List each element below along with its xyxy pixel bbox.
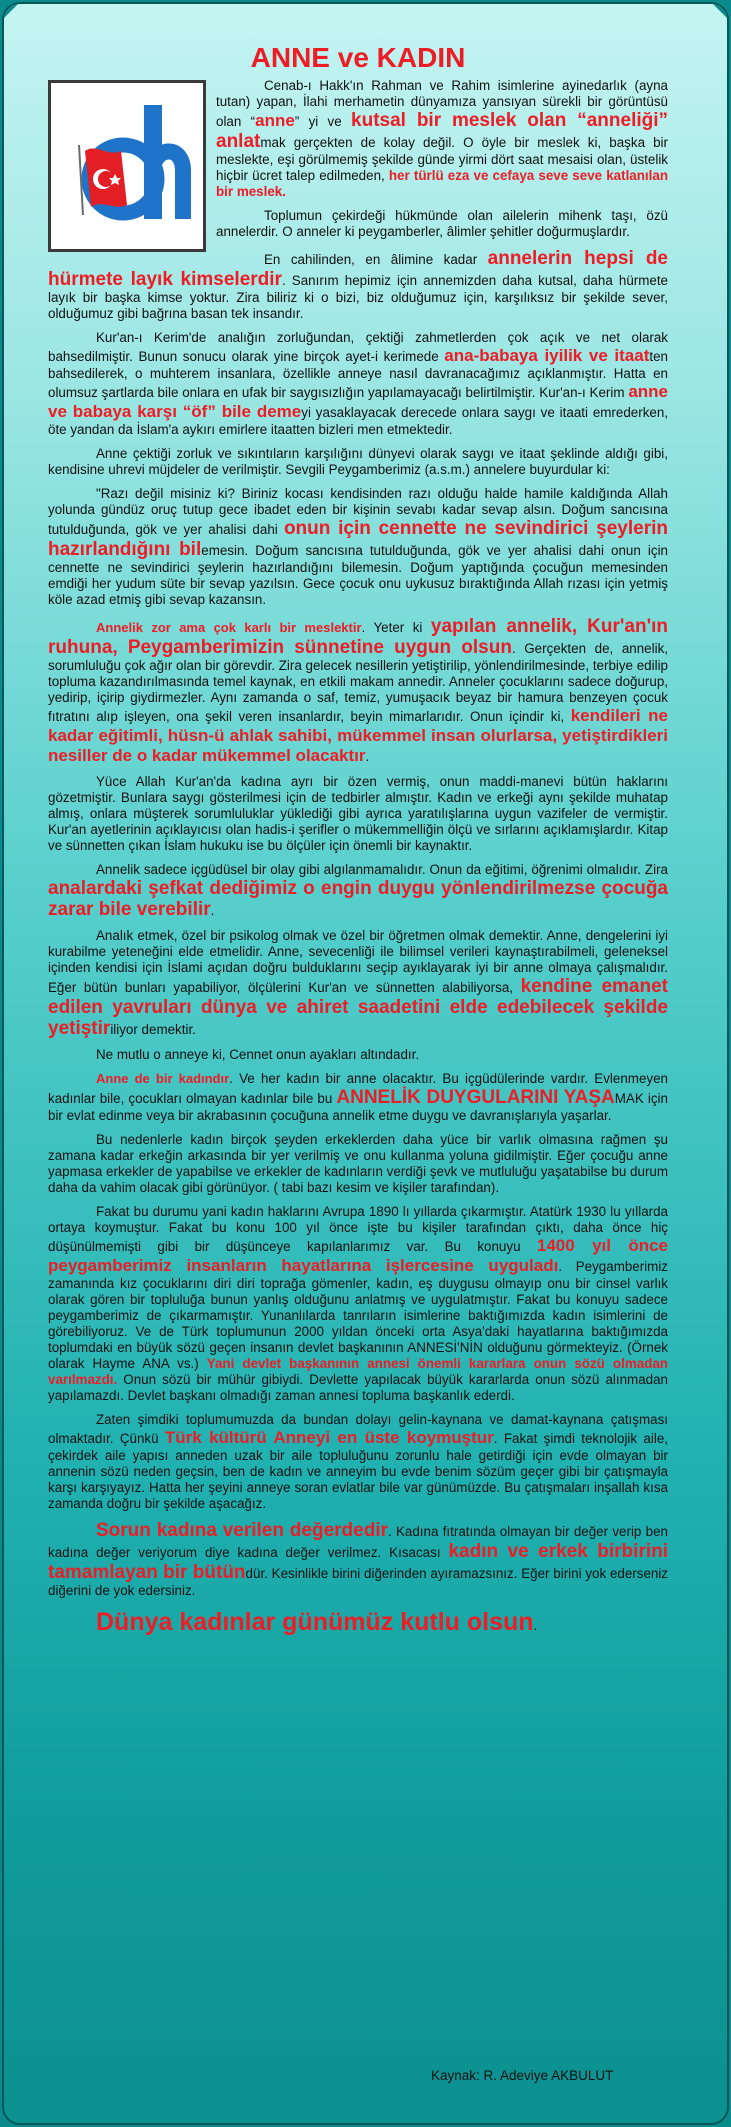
text-segment: En cahilinden, en âlimine kadar: [264, 252, 488, 267]
highlight-text: Yani devlet başkanının annesi önemli kararlara onun sözü olmadan varılmazdı.: [48, 1356, 668, 1387]
text-segment: mak gerçekten de kolay değil. O öyle bir meslek ki, başka bir meslekte, eşi görülmemiş şekilde günde yirmi dört saat mesaisi olan, üstelik hiçbir ücret talep edilmeden,: [216, 135, 668, 183]
highlight-text: yapılan annelik, Kur'an'ın ruhuna, Peygamberimizin sünnetine uygun olsun: [48, 616, 668, 658]
paragraph: [48, 1520, 668, 1599]
paragraph: [48, 862, 668, 920]
highlight-text: kutsal bir meslek olan “anneliği” anlat: [216, 110, 669, 152]
flag-h-logo-icon: [55, 87, 199, 245]
text-segment: Anne çektiği zorluk ve sıkıntıların karşılığını dünyevi olarak saygı ve itaat şeklinde aldığı gibi, kendisine uhrevi müjdeler de verilmiştir. Sevgili Peygamberimiz (a.s.m.) annelere buyurdular ki:: [48, 446, 668, 477]
text-segment: . Gerçekten de, annelik, sorumluluğu çok ağır olan bir görevdir. Zira gelecek nesillerin yetiştirilip, yönlendirilmesinde, terbiye edilip topluma kazandırılmasında temel kaynak, en etkili makam annedir. Anneler çocuklarını sadece doğurup, yedirip, içirip giydirmezler. Aynı zamanda o saf, temiz, yumuşacık beyaz bir hamura benzeyen çocuk fıtratını alıp işleyen, ona şekil veren insanlardır, beyin mimarlarıdır. Onun içindir ki,: [48, 641, 668, 724]
text-segment: Zaten şimdiki toplumumuzda da bundan dolayı gelin-kaynana ve damat-kaynana çatışması olmaktadır. Çünkü: [48, 1412, 668, 1446]
text-segment: .: [210, 903, 215, 918]
text-segment: Yüce Allah Kur'an'da kadına ayrı bir özen vermiş, onun maddi-manevi bütün haklarını gözetmiştir. Bunlara saygı gösterilmesi için de tedbirler almıştır. Kadın ve erkeği aynı şekilde muhatap almış, onlara müşterek sorumluluklar yüklediği gibi ayrıca yaratılışlarına uygun vazifeler de vermiştir. Kur'an ayetlerinin açıklayıcısı olan hadis-i şerifler o mükemmelliğin ölçü ve sırlarını açıklamışlardır. Kitap ve sünnetten çıkan İslam hukuku ise bu ölçüler için önemli bir kaynaktır.: [48, 774, 668, 853]
highlight-text: kadın ve erkek birbirini tamamlayan bir bütün: [48, 1541, 668, 1583]
highlight-text: ANNELİK DUYGULARINI YAŞA: [336, 1087, 615, 1108]
highlight-text: ana-babaya iyilik ve itaat: [444, 346, 650, 365]
paragraph: [48, 446, 668, 478]
highlight-text: onun için cennette ne sevindirici şeylerin hazırlandığını bil: [48, 518, 668, 560]
page-title: ANNE ve KADIN: [250, 42, 466, 73]
text-segment: Onun sözü bir mühür gibiydi. Devlette yapılacak büyük kararlarda onun sözü alınmadan yapılamazdı. Devlet başkanı olmadığı zaman annesi topluma başkanlık ederdi.: [48, 1372, 668, 1403]
highlight-text: 1400 yıl önce peygamberimiz insanların hayatlarına işlercesine uyguladı: [48, 1236, 669, 1275]
highlight-text: her türlü eza ve cefaya seve seve katlanılan bir meslek.: [216, 168, 668, 199]
text-segment: . Peygamberimiz zamanında kız çocuklarını diri diri toprağa gömenler, kadın, eş duygusu olmayıp onu bir cinsel varlık olarak gören bir topluluğa bunun yanlış olduğunu anlatmış ve uygulatmıştır. Fakat bu konuyu sadece peygamberimiz de çıkarmamıştır. Yunanlılarda tanrıların isimlerine baktığımızda kadın isimlerini de görebiliyoruz. Ve de Türk toplumunun 2000 yıldan önceki orta Asya'daki hayatlarına baktığımızda toplumdaki en büyük sözü geçen insanın devlet başkanının ANNESİ'NİN olduğunu görmekteyiz. (Örnek olarak Hayme ANA vs.): [48, 1259, 668, 1371]
paragraph: [48, 1204, 668, 1404]
paragraph: [48, 248, 668, 322]
highlight-text: Dünya kadınlar günümüz kutlu olsun: [96, 1608, 534, 1636]
paragraph: [48, 486, 668, 608]
text-segment: Cenab-ı Hakk'ın Rahman ve Rahim isimlerine ayinedarlık (ayna tutan) yapan, İlahi merhametin dünyamıza yansıyan sürekli bir görüntüsü olan “: [216, 78, 668, 129]
paragraph: [48, 774, 668, 854]
text-segment: . Ve her kadın bir anne olacaktır. Bu içgüdülerinde vardır. Evlenmeyen kadınlar bile, çocukları olmayan kadınlar bile bu: [48, 1071, 668, 1106]
article-body: [48, 78, 668, 1637]
paragraph: [48, 330, 668, 438]
paragraph: [48, 1071, 668, 1124]
page-frame: [2, 2, 729, 2125]
text-segment: Toplumun çekirdeği hükmünde olan ailelerin mihenk taşı, özü annelerdir. O anneler ki peygamberler, âlimler şehitler doğurmuşlardır.: [216, 208, 668, 239]
text-segment: Bu nedenlerle kadın birçok şeyden erkeklerden daha yüce bir varlık olmasına rağmen şu zamana kadar erkeğin arkasında bir yer verilmiş ve onu kullanma yoluna gidilmiştir. Eğer çocuğu anne yapmasa erkekler de yapabilse ve erkekler de kadınların verdiği şevk ve mutluluğu yaşatabilse bu durum daha da vahim olacak gibi görünüyor. ( tabi bazı kesim ve kişiler tarafından).: [48, 1132, 669, 1195]
text-segment: ” yi ve: [294, 114, 352, 129]
text-segment: . Sanırım hepimiz için annemizden daha kutsal, daha hürmete layık bir başka kimse yoktur. Zira biliriz ki o bizi, biz olduğumuz için, karşılıksız bir şekilde sever, olduğumuz gibi bağrına basan tek insandır.: [48, 273, 668, 321]
article: [48, 34, 668, 1645]
text-segment: Analık etmek, özel bir psikolog olmak ve özel bir öğretmen olmak demektir. Anne, dengelerini iyi kurabilme yeteneğini elde etmelidir. Anne, sevecenliği ile bilimsel verileri kaynaştırabilmeli, geleneksel içinden kendisi için İslami açıdan doğru bulduklarını seçip ayıklayarak iyi bir anne olmaya çalışmalıdır. Eğer bütün bunları yapabiliyor, ölçülerini Kur'an ve sünnetten alabiliyorsa,: [48, 928, 668, 995]
text-segment: Fakat bu durumu yani kadın haklarını Avrupa 1890 lı yıllarda çıkarmıştır. Atatürk 1930 lu yıllarda ortaya koymuştur. Fakat bu konu 100 yıl önce işte bu kişiler tarafından çıktı, daha önce hiç düşünülmemişti gibi bir düşünceye kapılanlarımız var. Bu konuyu: [48, 1204, 668, 1254]
paragraph: [48, 1607, 668, 1637]
text-segment: MAK için bir evlat edinme veya bir akrabasının çocuğuna annelik etme duygu ve davranışlarıyla yaşarlar.: [48, 1091, 668, 1123]
source-credit: Kaynak: R. Adeviye AKBULUT: [431, 2068, 614, 2083]
paragraph: [48, 1412, 668, 1512]
highlight-text: Türk kültürü Anneyi en üste koymuştur: [164, 1428, 494, 1447]
text-segment: Ne mutlu o anneye ki, Cennet onun ayakları altındadır.: [96, 1047, 420, 1062]
paragraph: [48, 1132, 668, 1196]
highlight-text: annelerin hepsi de hürmete layık kimselerdir: [48, 248, 668, 290]
highlight-text: kendine emanet edilen yavruları dünya ve ahiret saadetini elde edebilecek şekilde yetiştir: [48, 976, 669, 1039]
highlight-text: anne ve babaya karşı “öf” bile deme: [48, 382, 668, 421]
highlight-text: Sorun kadına verilen değerdedir: [96, 1520, 388, 1541]
highlight-text: Anne de bir kadındır: [96, 1071, 230, 1086]
text-segment: . Yeter ki: [361, 620, 431, 635]
text-segment: Annelik sadece içgüdüsel bir olay gibi algılanmamalıdır. Onun da eğitimi, öğrenimi olmalıdır. Zira: [96, 862, 668, 877]
paragraph: [48, 928, 668, 1039]
text-segment: Kur'an-ı Kerim'de analığın zorluğundan, çektiği zahmetlerden çok açık ve net olarak bahsedilmiştir. Bunun sonucu olarak yine birçok ayet-i kerimede: [48, 330, 668, 364]
text-segment: .: [533, 1618, 538, 1633]
text-segment: iliyor demektir.: [110, 1022, 196, 1037]
paragraph: [48, 1047, 668, 1063]
text-segment: emesin. Doğum sancısına tutulduğunda, gök ve yer ahalisi dahi onun için cennette ne sevindirici şeylerin hazırlandığını bilemesin. Doğum yaptığında çocuğun memesinden emdiği her yudum süte bir sevap yazılsın. Gece çocuk onu uykusuz bıraktığında Allah rızası için yetmiş köle azad etmiş gibi sevap kazansın.: [48, 543, 668, 607]
highlight-text: kendileri ne kadar eğitimli, hüsn-ü ahlak sahibi, mükemmel insan olurlarsa, yetiştirdikleri nesiller de o kadar mükemmel olacaktır: [48, 706, 668, 765]
text-segment: dür. Kesinlikle birini diğerinden ayıramazsınız. Eğer birini yok ederseniz diğerini de yok edersiniz.: [48, 1566, 669, 1598]
text-segment: "Razı değil misiniz ki? Biriniz kocası kendisinden razı olduğu halde hamile kaldığında Allah yolunda gündüz oruç tutup gece ibadet eden bir kişinin sevabı kadar sevap alsın. Doğum sancısına tutulduğunda, gök ve yer ahalisi dahi: [48, 486, 668, 537]
text-segment: .: [365, 749, 370, 764]
highlight-text: anne: [255, 111, 295, 130]
text-segment: ten bahsedilerek, o muhterem insanlara, özellikle anneye nasıl davranacağımız açıklanmıştır. Hatta en olumsuz şartlarda bile onlara en ufak bir saygısızlığın yapılamayacağı belirtilmiştir. Kur'an-ı Kerim: [48, 349, 669, 400]
paragraph: [48, 616, 668, 766]
text-segment: . Kadına fıtratında olmayan bir değer verip ben kadına değer veriyorum diye kadına değer verilmez. Kısacası: [48, 1524, 668, 1560]
text-segment: . Fakat şimdi teknolojik aile, çekirdek aile yapısı anneden uzak bir aile topluluğunu zorunlu hale getirdiği için evde olmayan bir annenin sözü neden geçsin, ben de kadın ve anneyim bu evde benim sözüm geçer gibi bir çatışmayla karşı karşıyayız. Hatta her şeyini anneye soran evlatlar bile var günümüzde. Bu çatışmaları inşallah kısa zamanda doğru bir şekilde aşacağız.: [48, 1431, 668, 1511]
text-segment: yi yasaklayacak derecede onlara saygı ve itaati emrederken, öte yandan da İslam'a aykırı emirlere itaatten bizleri men etmektedir.: [48, 405, 669, 437]
highlight-text: Annelik zor ama çok karlı bir meslektir: [96, 620, 362, 635]
logo-image: [48, 80, 206, 252]
highlight-text: analardaki şefkat dediğimiz o engin duygu yönlendirilmezse çocuğa zarar bile verebilir: [48, 878, 668, 920]
